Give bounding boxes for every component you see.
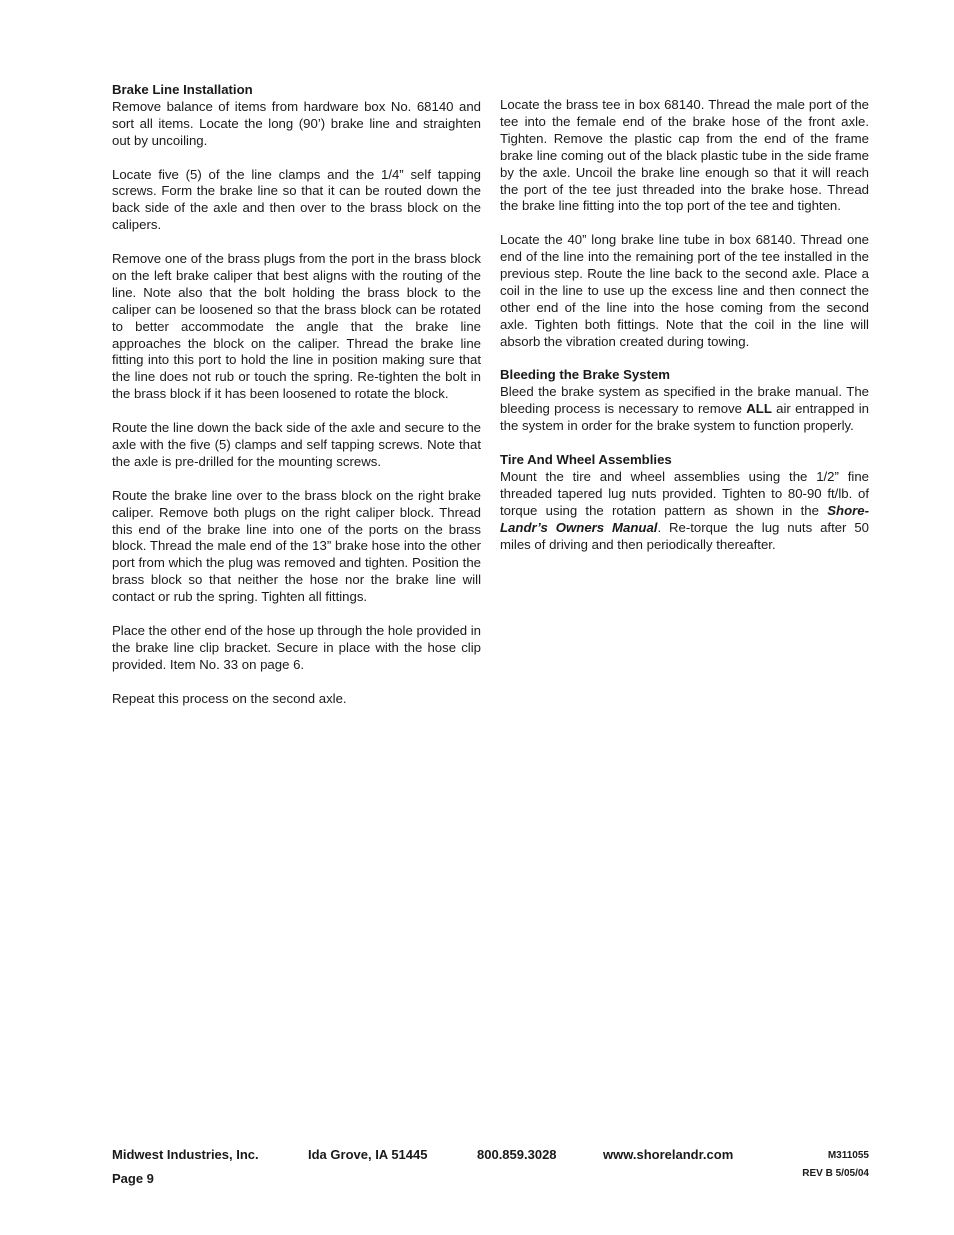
tires-section [500,452,869,553]
owners-manual-reference: Shore-Landr’s Owners Manual [500,502,869,535]
section-title-brake-line: Brake Line Installation [112,82,253,97]
section-title-tires: Tire And Wheel Assemblies [500,451,672,467]
paragraph: Locate five (5) of the line clamps and the 1/4” self tapping screws. Form the brake line so that it can be routed down the back side of the axle and then over to the brass block on the calipers. [112,166,481,233]
bleeding-text-end: air entrapped in the system in order for the brake system to function properly. [500,401,870,434]
tires-text-end: . Re-torque the lug nuts after 50 miles of driving and then periodically thereafter. [500,519,870,552]
paragraph: Locate the 40” long brake line tube in box 68140. Thread one end of the line into the remaining port of the tee installed in the previous step. Route the line back to the second axle. Place a coil in the line to use up the excess line and then connect the other end of the line into the hose coming from the second axle. Tighten both fittings. Note that the coil in the line will absorb the vibration created during towing. [500,232,869,349]
bleeding-section [500,367,869,435]
right-column [500,97,869,570]
bleeding-text: Bleed the brake system as specified in the brake manual. The bleeding process is necessary to remove [500,384,869,417]
footer-company: Midwest Industries, Inc. [112,1147,259,1162]
paragraph: Repeat this process on the second axle. [112,690,347,706]
footer-city: Ida Grove, IA 51445 [308,1147,428,1162]
tires-paragraph [500,469,869,554]
footer-revision: REV B 5/05/04 [802,1168,869,1179]
paragraph: Remove one of the brass plugs from the port in the brass block on the left brake caliper that best aligns with the routing of the line. Note also that the bolt holding the brass block to the caliper can be loosened so that the brass block can be rotated to better accommodate the angle that the brake line approaches the block on the caliper. Thread the brake line fitting into this port to hold the line in position making sure that the line does not rub or touch the spring. Re-tighten the bolt in the brass block if it has been loosened to rotate the block. [112,251,481,402]
paragraph: Place the other end of the hose up through the hole provided in the brake line clip bracket. Secure in place with the hose clip provided. Item No. 33 on page 6. [112,622,481,672]
footer-doc-number: M311055 [827,1150,869,1161]
section-title-bleeding: Bleeding the Brake System [500,367,671,383]
left-column [112,82,481,724]
footer-phone: 800.859.3028 [477,1147,557,1162]
paragraph: Locate the brass tee in box 68140. Thread the male port of the tee into the female end of the brake hose of the front axle. Tighten. Remove the plastic cap from the end of the frame brake line coming out of the black plastic tube in the side frame by the axle. Uncoil the brake line enough so that it will reach the port of the tee just threaded into the brake hose. Thread the brake line fitting into the top port of the tee and tighten. [500,97,869,214]
paragraph: Route the brake line over to the brass block on the right brake caliper. Remove both plugs on the right caliper block. Thread this end of the brake line into one of the ports on the brass block. Thread the male end of the 13” brake hose into the other port from which the plug was removed and tighten. Position the brass block so that neither the hose nor the brake line will contact or rub the spring. Tighten all fittings. [112,487,481,605]
bleeding-paragraph [500,384,869,435]
bleeding-emphasis: ALL [746,401,772,417]
tires-text: Mount the tire and wheel assemblies using the 1/2” fine threaded tapered lug nuts provided. Tighten to 80-90 ft/lb. of torque using the rotation pattern as shown in the [500,468,869,518]
footer-page-number: Page 9 [112,1171,154,1186]
paragraph: Route the line down the back side of the axle and secure to the axle with the five (5) clamps and self tapping screws. Note that the axle is pre-drilled for the mounting screws. [112,420,481,469]
footer-website: www.shorelandr.com [603,1147,734,1162]
paragraph: Remove balance of items from hardware box No. 68140 and sort all items. Locate the long (90’) brake line and straighten out by uncoiling. [112,98,481,148]
